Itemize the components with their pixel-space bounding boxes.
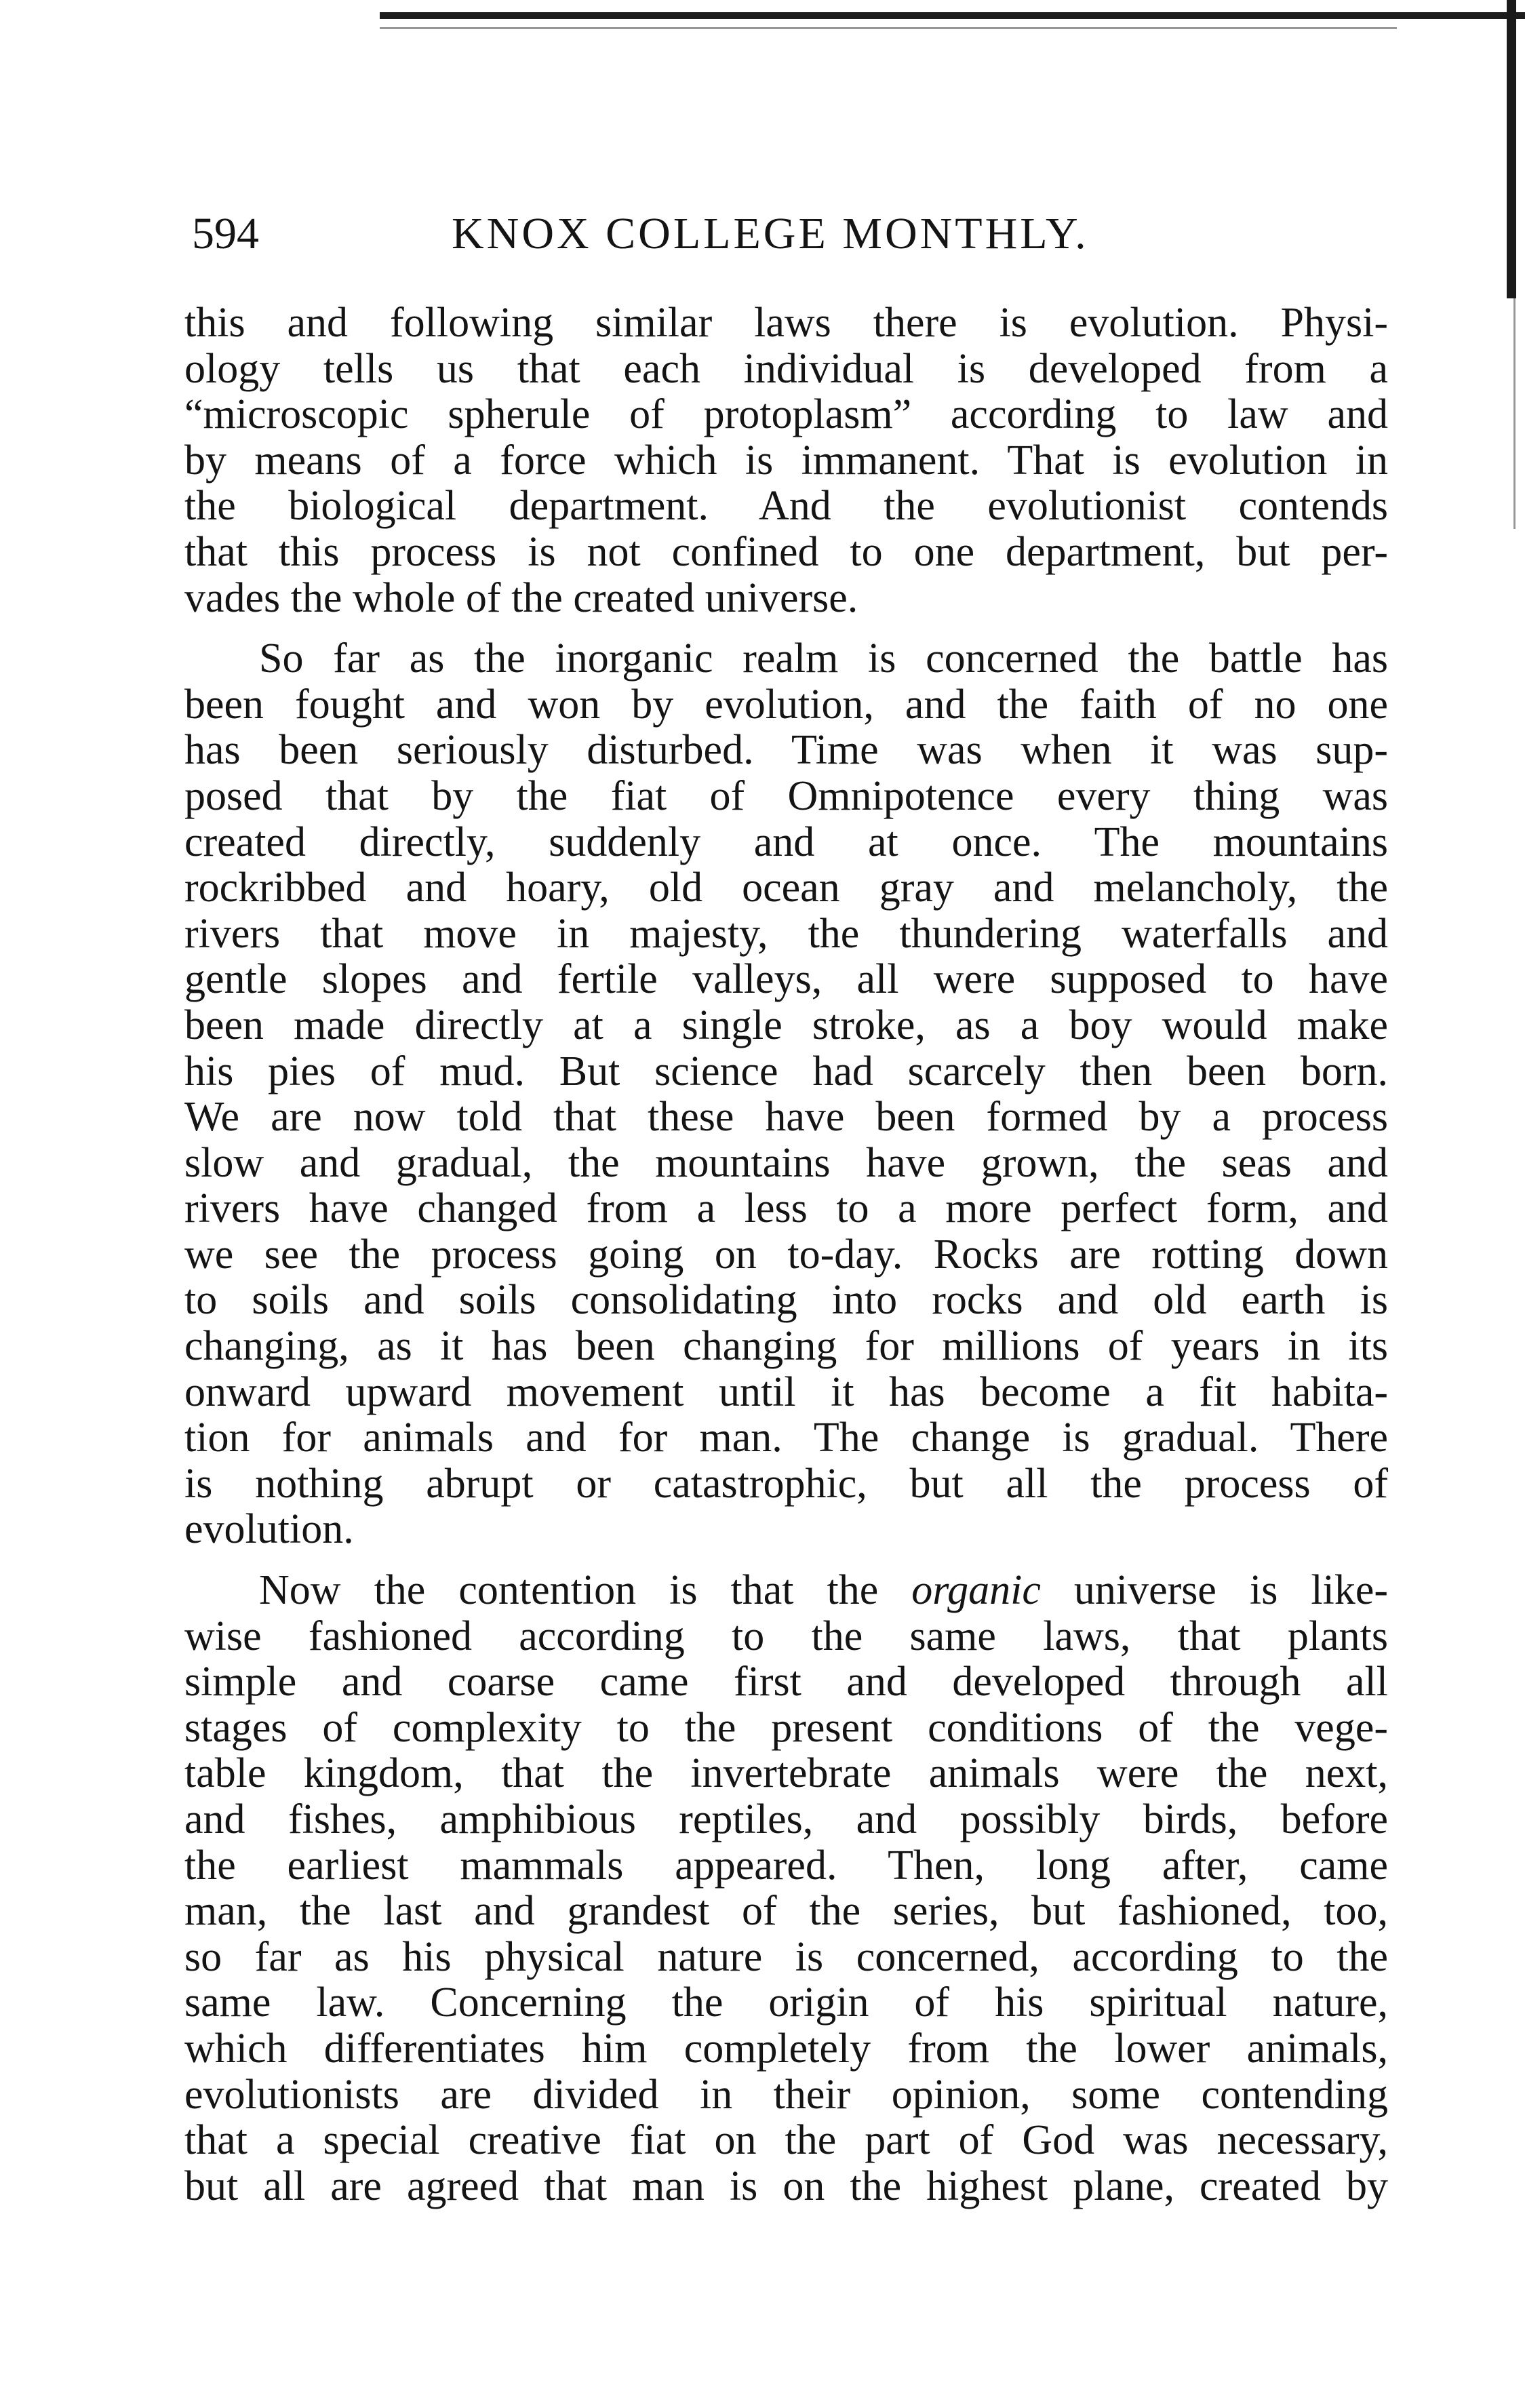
emphasis-organic: organic [911,1567,1041,1614]
text-line: that a special creative fiat on the part of God was necessary, [184,2117,1388,2164]
text-line: gentle slopes and fertile valleys, all were supposed to have [184,956,1388,1003]
journal-title: KNOX COLLEGE MONTHLY. [452,209,1089,258]
text-line: slow and gradual, the mountains have grown, the seas and [184,1139,1388,1186]
scan-right-edge [1507,0,1516,298]
scan-right-edge-faint [1513,298,1516,529]
paragraph-3 [184,1568,1388,2209]
text-line: tion for animals and for man. The change is gradual. There [184,1415,1388,1461]
text-line: rivers have changed from a less to a more perfect form, and [184,1185,1388,1232]
scan-top-border-thin [380,27,1397,29]
text-line: created directly, suddenly and at once. The mountains [184,818,1388,865]
text-line: we see the process going on to-day. Rocks are rotting down [184,1231,1388,1278]
text-line: the biological department. And the evolutionist contends [184,483,1388,530]
text-line: but all are agreed that man is on the highest plane, created by [184,2163,1388,2209]
text-line: So far as the inorganic realm is concerned the battle has [259,635,1388,682]
text-line: has been seriously disturbed. Time was when it was sup- [184,727,1388,774]
text-line: rockribbed and hoary, old ocean gray and melancholy, the [184,865,1388,911]
text-line: simple and coarse came first and developed through all [184,1659,1388,1705]
text-line: onward upward movement until it has become a fit habita- [184,1368,1388,1415]
text-line: the earliest mammals appeared. Then, long after, came [184,1842,1388,1889]
text-run: universe is like- [1040,1567,1388,1614]
text-line: his pies of mud. But science had scarcely then been born. [184,1048,1388,1094]
text-line: to soils and soils consolidating into rocks and old earth is [184,1277,1388,1324]
text-line: We are now told that these have been formed by a process [184,1094,1388,1141]
text-line: changing, as it has been changing for millions of years in its [184,1323,1388,1370]
text-line: stages of complexity to the present conditions of the vege- [184,1704,1388,1751]
scan-top-border [380,12,1525,19]
text-line: posed that by the fiat of Omnipotence every thing was [184,772,1388,819]
text-line: “microscopic spherule of protoplasm” according to law and [184,391,1388,438]
text-line: vades the whole of the created universe. [184,574,858,621]
text-line: that this process is not confined to one department, but per- [184,528,1388,575]
text-line: table kingdom, that the invertebrate animals were the next, [184,1750,1388,1797]
text-line: by means of a force which is immanent. That is evolution in [184,437,1388,483]
text-line: ology tells us that each individual is developed from a [184,345,1388,392]
text-line: evolutionists are divided in their opinion, some contending [184,2071,1388,2118]
text-line: same law. Concerning the origin of his spiritual nature, [184,1979,1388,2026]
text-line: which differentiates him completely from the lower animals, [184,2025,1388,2072]
paragraph-2 [184,636,1388,1553]
article-body [184,300,1388,2209]
text-line: so far as his physical nature is concerned, according to the [184,1933,1388,1980]
text-line: and fishes, amphibious reptiles, and possibly birds, before [184,1796,1388,1842]
text-line: wise fashioned according to the same laws, that plants [184,1613,1388,1659]
text-line: is nothing abrupt or catastrophic, but all the process of [184,1460,1388,1507]
text-line: evolution. [184,1506,354,1553]
text-line: been made directly at a single stroke, as a boy would make [184,1002,1388,1048]
text-line: man, the last and grandest of the series, but fashioned, too, [184,1888,1388,1935]
text-line: rivers that move in majesty, the thundering waterfalls and [184,910,1388,957]
paragraph-1 [184,300,1388,621]
text-line: this and following similar laws there is evolution. Physi- [184,300,1388,346]
text-line: been fought and won by evolution, and the faith of no one [184,681,1388,728]
text-line [184,1568,1388,1614]
running-head [192,203,1385,264]
text-run: Now the contention is that the [259,1567,912,1614]
page-number: 594 [192,209,259,258]
